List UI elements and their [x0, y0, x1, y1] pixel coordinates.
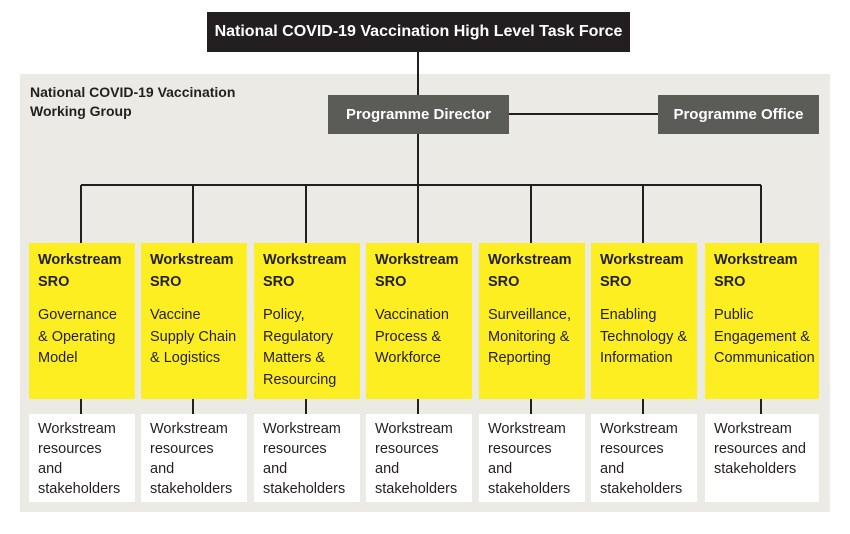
workstream-title: Enabling Technology & Information [600, 307, 688, 366]
workstream-resources-box: Workstream resources and stakeholders [254, 414, 360, 502]
workstream-sro-label: Workstream SRO [263, 252, 347, 290]
workstream-title: Governance & Operating Model [38, 307, 117, 366]
workstream-sro-label: Workstream SRO [600, 252, 684, 290]
working-group-label: National COVID-19 Vaccination Working Group [30, 84, 236, 119]
workstream-sro-label: Workstream SRO [488, 252, 572, 290]
workstream-box [591, 243, 697, 399]
programme-office-label: Programme Office [673, 106, 804, 123]
workstream-resources-box: Workstream resources and stakeholders [141, 414, 247, 502]
taskforce-label: National COVID-19 Vaccination High Level Task Force [214, 23, 623, 40]
workstream-title: Policy, Regulatory Matters & Resourcing [263, 307, 337, 388]
programme-director-box [328, 95, 509, 134]
workstream-box [141, 243, 247, 399]
programme-director-label: Programme Director [345, 106, 492, 123]
workstream-box [479, 243, 585, 399]
workstream-sro-label: Workstream SRO [38, 252, 122, 290]
workstream-box [254, 243, 360, 399]
workstream-resources-box: Workstream resources and stakeholders [479, 414, 585, 502]
workstream-sro-label: Workstream SRO [375, 252, 459, 290]
workstream-resources-box: Workstream resources and stakeholders [29, 414, 135, 502]
workstream-title: Public Engagement & Communication [714, 307, 815, 366]
workstream-title: Vaccine Supply Chain & Logistics [150, 307, 237, 366]
workstream-resources-box: Workstream resources and stakeholders [591, 414, 697, 502]
workstream-title: Surveillance, Monitoring & Reporting [488, 307, 572, 366]
workstream-resources-box: Workstream resources and stakeholders [705, 414, 819, 502]
workstream-box [705, 243, 819, 399]
workstream-sro-label: Workstream SRO [150, 252, 234, 290]
workstream-box [29, 243, 135, 399]
taskforce-box [207, 12, 630, 52]
workstream-sro-label: Workstream SRO [714, 252, 798, 290]
workstream-title: Vaccination Process & Workforce [375, 307, 449, 366]
workstream-resources-box: Workstream resources and stakeholders [366, 414, 472, 502]
workstream-box [366, 243, 472, 399]
programme-office-box [658, 95, 819, 134]
